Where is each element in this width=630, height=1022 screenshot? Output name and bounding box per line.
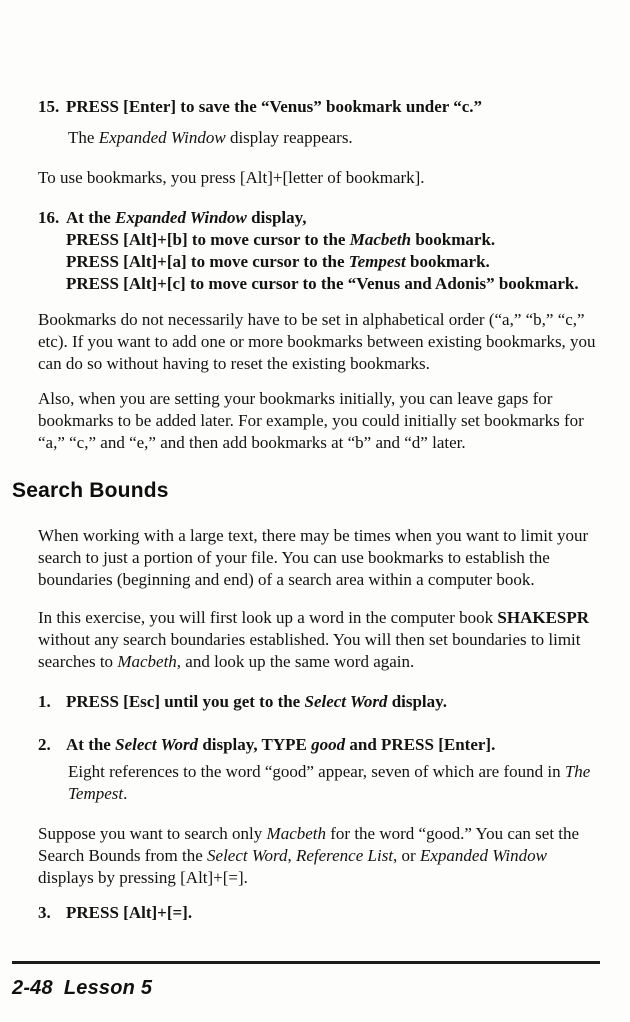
step-text: PRESS [Esc] until you get to the Select Word display. xyxy=(66,692,447,711)
step-number: 16. xyxy=(38,208,60,227)
step-text: PRESS [Alt]+[=]. xyxy=(66,903,193,922)
step-body xyxy=(66,734,600,756)
footer-lesson-label: Lesson 5 xyxy=(63,977,153,999)
step-item-1 xyxy=(38,691,604,713)
step-number: 2. xyxy=(38,735,51,754)
step-item-16 xyxy=(38,207,604,295)
paragraph-alphabetical-order: Bookmarks do not necessarily have to be set in alphabetical order (“a,” “b,” “c,” etc). If you want to add one or more bookmarks between existing bookmarks, you can do so without having to reset the existing bookmarks. xyxy=(38,310,596,373)
step-text-line-3: PRESS [Alt]+[a] to move cursor to the Tempest bookmark. xyxy=(66,252,490,271)
paragraph-leave-gaps: Also, when you are setting your bookmarks initially, you can leave gaps for bookmarks to be added later. For example, you could initially set bookmarks for “a,” “c,” and “e,” and then add bookmarks at “b” and “d” later. xyxy=(38,389,584,452)
step-text: At the Select Word display, TYPE good and PRESS [Enter]. xyxy=(66,735,496,754)
step-item-3 xyxy=(38,902,604,924)
step-body xyxy=(66,207,600,295)
step-body xyxy=(66,691,600,713)
section-heading-search-bounds: Search Bounds xyxy=(12,479,169,502)
step-text-line-2: PRESS [Alt]+[b] to move cursor to the Macbeth bookmark. xyxy=(66,230,496,249)
footer-rule xyxy=(12,961,600,964)
step-item-2 xyxy=(38,734,604,756)
step-number: 15. xyxy=(38,97,60,116)
step-number: 3. xyxy=(38,903,51,922)
paragraph-use-bookmarks: To use bookmarks, you press [Alt]+[letter of bookmark]. xyxy=(38,168,425,187)
paragraph-exercise: In this exercise, you will first look up a word in the computer book SHAKESPR without any search boundaries established. You will then set boundaries to limit searches to Macbeth, and look up the same word again. xyxy=(38,608,590,671)
step-text-line-1: At the Expanded Window display, xyxy=(66,208,307,227)
step-number: 1. xyxy=(38,692,51,711)
step-body xyxy=(66,96,600,118)
step-text: PRESS [Enter] to save the “Venus” bookmark under “c.” xyxy=(66,97,483,116)
page-footer xyxy=(12,977,604,1000)
footer-page-number: 2-48 xyxy=(12,977,53,999)
step-item-15 xyxy=(38,96,604,118)
paragraph-when-working: When working with a large text, there may be times when you want to limit your search to just a portion of your file. You can use bookmarks to establish the boundaries (beginning and end) of a search area within a computer book. xyxy=(38,526,589,589)
step-text-line-4: PRESS [Alt]+[c] to move cursor to the “Venus and Adonis” bookmark. xyxy=(66,274,579,293)
step-2-note: Eight references to the word “good” appear, seven of which are found in The Tempest. xyxy=(68,762,591,803)
step-body xyxy=(66,902,600,924)
step-15-note: The Expanded Window display reappears. xyxy=(68,128,353,147)
paragraph-suppose: Suppose you want to search only Macbeth for the word “good.” You can set the Search Bounds from the Select Word, Reference List, or Expanded Window displays by pressing [Alt]+[=]. xyxy=(38,824,580,887)
